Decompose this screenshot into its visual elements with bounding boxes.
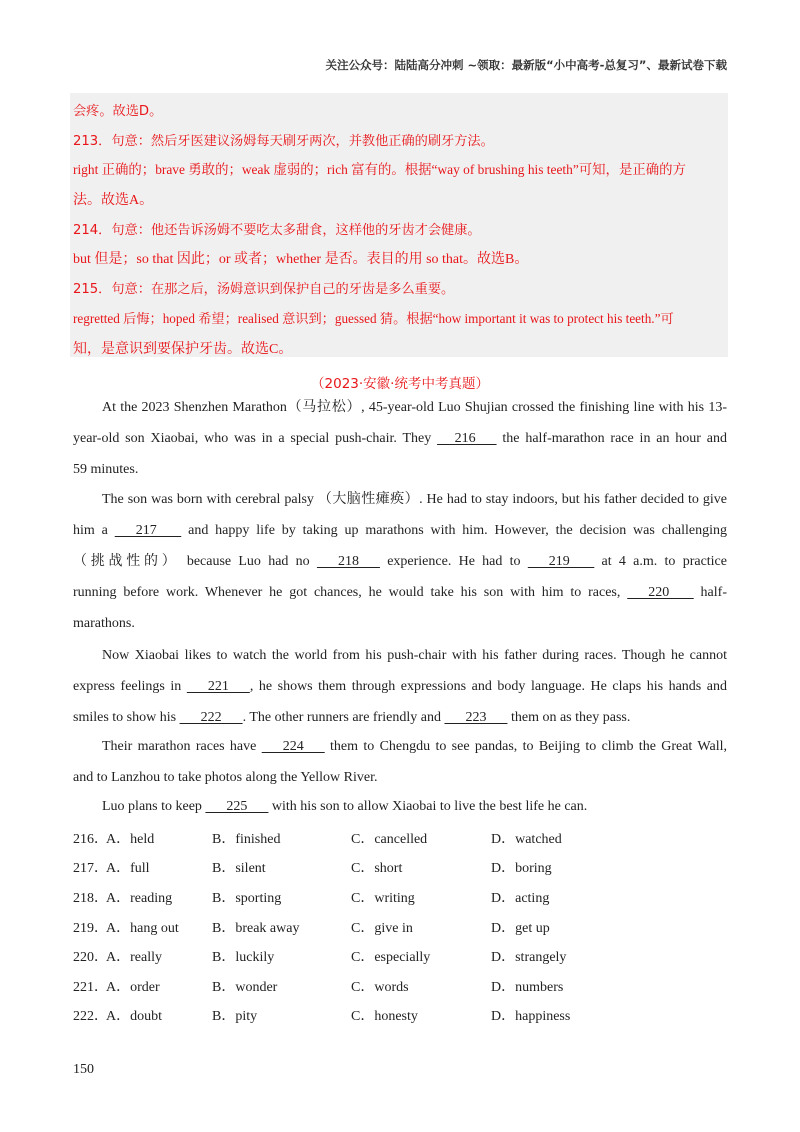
blank-218: 218 [316, 554, 380, 569]
option-b: B．silent [212, 861, 266, 876]
answer-line: 214．句意：他还告诉汤姆不要吃太多甜食，这样他的牙齿才会健康。 [73, 223, 481, 238]
blank-224: 224 [261, 739, 325, 754]
option-a: A．order [106, 980, 160, 995]
option-b: B．finished [212, 832, 281, 847]
option-c: C．short [351, 861, 403, 876]
passage-paragraph-3 [73, 640, 727, 733]
answer-line: 213．句意：然后牙医建议汤姆每天刷牙两次，并教他正确的刷牙方法。 [73, 134, 494, 149]
blank-223: 223 [444, 710, 508, 725]
option-a: A．reading [106, 891, 173, 906]
passage-line: Luo plans to keep 225 with his son to allow Xiaobai to live the best life he can. [73, 791, 727, 822]
question-number: 219． [73, 921, 108, 936]
passage-line: Their marathon races have 224 them to Chengdu to see pandas, to Beijing to climb the Great Wall, [73, 731, 727, 762]
option-b: B．wonder [212, 980, 278, 995]
blank-220: 220 [627, 585, 694, 600]
answer-line: 知，是意识到要保护牙齿。故选C。 [73, 342, 293, 357]
question-number: 220． [73, 950, 108, 965]
option-a: A．really [106, 950, 162, 965]
option-a: A．doubt [106, 1009, 162, 1024]
blank-217: 217 [114, 523, 182, 538]
passage-line: Now Xiaobai likes to watch the world from his push-chair with his father during races. Though he cannot [102, 648, 727, 663]
answer-line: but 但是；so that 因此；or 或者；whether 是否。表目的用 so that。故选B。 [73, 252, 529, 267]
option-d: D．watched [491, 832, 562, 847]
answer-line: right 正确的；brave 勇敢的；weak 虚弱的；rich 富有的。根据“way of brushing his teeth”可知，是正确的方 [73, 162, 686, 177]
passage-line: marathons. [73, 616, 135, 631]
option-d: D．boring [491, 861, 552, 876]
passage-line: 59 minutes. [73, 462, 139, 477]
question-number: 221． [73, 980, 108, 995]
question-number: 217． [73, 861, 108, 876]
page-header: 关注公众号：陆陆高分冲刺 ~领取：最新版“小中高考-总复习”、最新试卷下载 [325, 58, 727, 72]
passage-line: him a 217 and happy life by taking up marathons with him. However, the decision was challenging [73, 515, 727, 546]
passage-line: year-old son Xiaobai, who was in a special push-chair. They 216 the half-marathon race in an hour and [73, 423, 727, 454]
blank-221: 221 [186, 679, 250, 694]
question-number: 218． [73, 891, 108, 906]
option-a: A．hang out [106, 921, 179, 936]
option-d: D．numbers [491, 980, 564, 995]
passage-line: express feelings in 221 , he shows them through expressions and body language. He claps his hands and [73, 671, 727, 702]
option-c: C．honesty [351, 1009, 418, 1024]
passage-paragraph-1 [73, 392, 727, 485]
blank-216: 216 [437, 431, 497, 446]
blank-219: 219 [527, 554, 595, 569]
option-d: D．acting [491, 891, 550, 906]
passage-line: The son was born with cerebral palsy （大脑性瘫痪）. He had to stay indoors, but his father decided to give [102, 492, 727, 507]
answer-line: 215．句意：在那之后，汤姆意识到保护自己的牙齿是多么重要。 [73, 282, 455, 297]
option-d: D．strangely [491, 950, 567, 965]
answer-line: regretted 后悔；hoped 希望；realised 意识到；guessed 猜。根据“how important it was to protect his teeth.”可 [73, 311, 674, 326]
passage-line: running before work. Whenever he got chances, he would take his son with him to races, 220 half- [73, 577, 727, 608]
option-a: A．full [106, 861, 150, 876]
blank-225: 225 [205, 799, 269, 814]
passage-paragraph-5 [73, 791, 727, 822]
option-c: C．cancelled [351, 832, 428, 847]
passage-line: At the 2023 Shenzhen Marathon（马拉松）, 45-year-old Luo Shujian crossed the finishing line with his 13- [102, 400, 727, 415]
passage-paragraph-2 [73, 484, 727, 639]
answer-line: 会疼。故选D。 [73, 104, 163, 119]
answer-line: 法。故选A。 [73, 193, 154, 208]
question-source: （2023·安徽·统考中考真题） [311, 376, 489, 392]
option-c: C．especially [351, 950, 431, 965]
option-b: B．pity [212, 1009, 258, 1024]
blank-222: 222 [179, 710, 243, 725]
question-number: 222． [73, 1009, 108, 1024]
option-a: A．held [106, 832, 155, 847]
page-number: 150 [73, 1062, 94, 1077]
option-d: D．happiness [491, 1009, 571, 1024]
passage-line: and to Lanzhou to take photos along the Yellow River. [73, 770, 378, 785]
option-c: C．give in [351, 921, 413, 936]
option-b: B．luckily [212, 950, 275, 965]
option-d: D．get up [491, 921, 550, 936]
option-c: C．writing [351, 891, 415, 906]
passage-paragraph-4 [73, 731, 727, 793]
option-c: C．words [351, 980, 409, 995]
question-number: 216． [73, 832, 108, 847]
passage-line: （挑战性的） because Luo had no 218 experience. He had to 219 at 4 a.m. to practice [73, 546, 727, 577]
option-b: B．sporting [212, 891, 282, 906]
option-b: B．break away [212, 921, 300, 936]
passage-line: smiles to show his 222 . The other runners are friendly and 223 them on as they pass. [73, 702, 727, 733]
